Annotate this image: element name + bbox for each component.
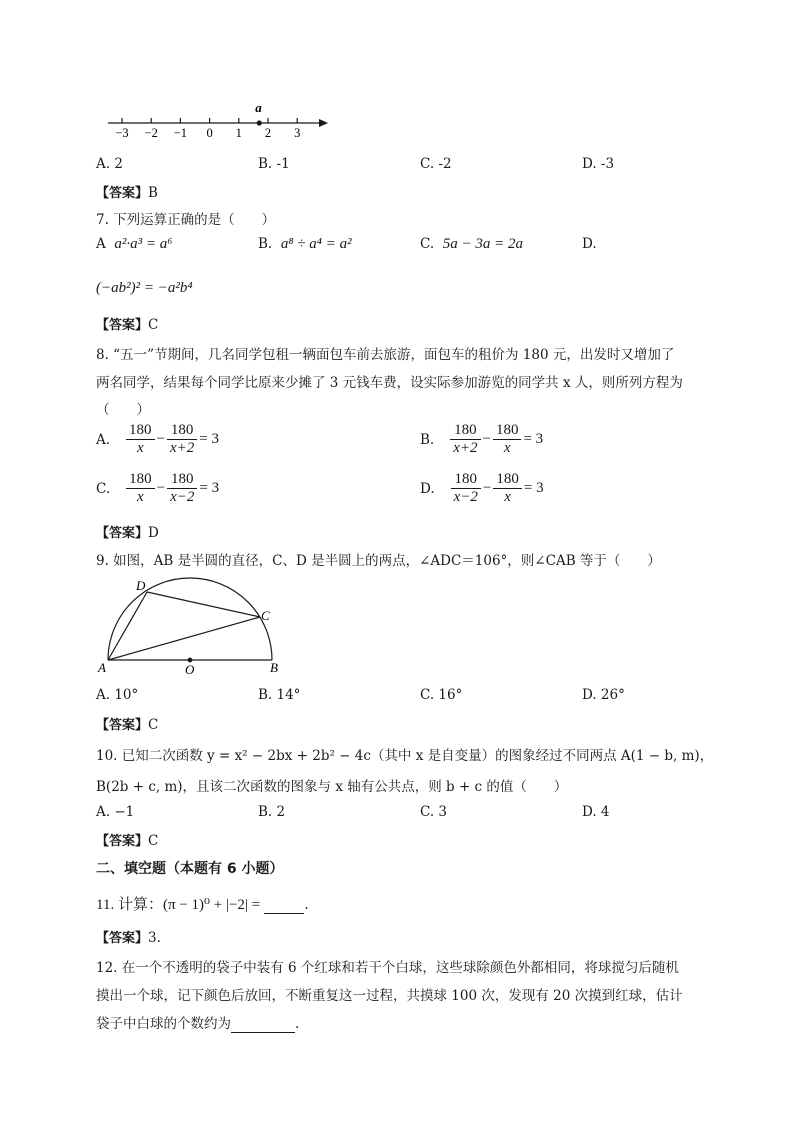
q7-option-d-expr: (−ab²)² = −a²b⁴ [96, 280, 193, 296]
number-line-tick-label: 1 [235, 126, 242, 140]
answer-tag: 【答案】 [96, 834, 149, 849]
fraction: $\frac{180}{x}$ [493, 422, 522, 458]
q8-option-a[interactable]: A. $\frac{180}{x}$ − $\frac{180}{x+2}$ = 3 [96, 422, 220, 457]
q7-answer [96, 314, 158, 333]
number-line-figure [100, 98, 340, 140]
answer-value: B [148, 185, 158, 201]
fraction: $\frac{180}{x+2}$ [450, 422, 480, 458]
q7-stem: 7. 下列运算正确的是（ ） [96, 212, 276, 228]
q7-option-a-expr: a²·a³ = a⁶ [114, 236, 173, 252]
fraction: $\frac{180}{x-2}$ [451, 471, 481, 507]
q8-option-b-label: B. [420, 431, 435, 448]
q9-option-c[interactable]: C. 16° [420, 687, 463, 703]
q8-option-a-rhs: = 3 [199, 431, 220, 448]
answer-tag: 【答案】 [96, 718, 149, 733]
q10-option-d[interactable]: D. 4 [582, 804, 610, 820]
answer-value: D [148, 525, 159, 541]
q8-option-d-label: D. [420, 480, 435, 497]
number-line-tick-label: −2 [144, 126, 158, 140]
label-b: B [270, 660, 278, 675]
q7-option-b-label: B. [258, 236, 273, 252]
q6-option-c[interactable]: C. -2 [420, 156, 452, 172]
q10-option-b[interactable]: B. 2 [258, 804, 286, 820]
answer-value: C [148, 833, 159, 849]
q10-stem-line-2: B(2b + c, m)，且该二次函数的图象与 x 轴有公共点，则 b + c 的值（ ） [96, 779, 568, 795]
fraction: $\frac{180}{x-2}$ [167, 471, 197, 507]
q11-end: . [304, 897, 309, 913]
number-line-tick-label: −1 [173, 126, 188, 140]
q8-stem-line-1: 8. “五一”节期间，几名同学包租一辆面包车前去旅游，面包车的租价为 180 元，出发时又增加了 [96, 347, 675, 363]
answer-value: C [148, 317, 159, 333]
q11-answer-blank[interactable] [264, 897, 304, 914]
q9-option-b[interactable]: B. 14° [258, 687, 301, 703]
q12-stem-line-3 [96, 1012, 299, 1033]
q7-option-b[interactable] [258, 236, 352, 253]
q8-option-c[interactable]: C. $\frac{180}{x}$ − $\frac{180}{x-2}$ = 3 [96, 471, 220, 506]
q10-stem-line-1: 10. 已知二次函数 y = x² − 2bx + 2b² − 4c（其中 x 是自变量）的图象经过不同两点 A(1 − b, m)， [96, 748, 714, 764]
number-line-tick-label: 0 [206, 126, 213, 140]
q11-stem [96, 893, 309, 914]
q10-option-a[interactable]: A. −1 [96, 804, 135, 820]
q7-option-a[interactable] [96, 236, 172, 253]
q7-option-a-label: A [96, 236, 106, 252]
q11-expression: 11. 计算：(π − 1)⁰ + |−2| = [96, 897, 261, 913]
q12-stem-line-2: 摸出一个球，记下颜色后放回，不断重复这一过程，共摸球 100 次，发现有 20 次摸到红球，估计 [96, 988, 683, 1004]
answer-tag: 【答案】 [96, 186, 149, 201]
label-a: A [98, 660, 106, 675]
label-o: O [185, 662, 195, 677]
q9-answer [96, 714, 158, 733]
q9-option-a[interactable]: A. 10° [96, 687, 139, 703]
q8-stem-line-2: 两名同学，结果每个同学比原来少摊了 3 元钱车费，设实际参加游览的同学共 x 人，则所列方程为 [96, 375, 683, 391]
number-line-tick-label: 3 [294, 126, 301, 140]
q12-stem-line-3-text: 袋子中白球的个数约为 [96, 1016, 231, 1032]
q8-option-d-rhs: = 3 [523, 480, 544, 497]
q6-answer [96, 182, 158, 201]
q6-option-d[interactable]: D. -3 [582, 156, 615, 172]
label-c: C [261, 608, 270, 623]
q8-option-b-rhs: = 3 [523, 431, 544, 448]
section-title: 二、填空题（本题有 6 小题） [96, 861, 284, 877]
chord-ad [108, 592, 147, 660]
q7-option-d-label: D. [582, 236, 597, 252]
q9-stem: 9. 如图，AB 是半圆的直径，C、D 是半圆上的两点，∠ADC＝106°，则∠CAB 等于（ ） [96, 553, 661, 569]
answer-value: C [148, 717, 159, 733]
chord-dc [147, 592, 260, 617]
q10-option-c[interactable]: C. 3 [420, 804, 448, 820]
fraction: $\frac{180}{x}$ [126, 422, 155, 458]
number-line-point-a [257, 120, 262, 125]
q6-option-a[interactable]: A. 2 [96, 156, 123, 172]
q7-option-c[interactable] [420, 236, 523, 253]
q11-answer [96, 927, 161, 946]
q12-stem-line-1: 12. 在一个不透明的袋子中装有 6 个红球和若干个白球，这些球除颜色外都相同，将球搅匀后随机 [96, 960, 679, 976]
q8-option-a-label: A. [96, 431, 111, 448]
q7-option-b-expr: a⁸ ÷ a⁴ = a² [280, 236, 352, 252]
q9-option-d[interactable]: D. 26° [582, 687, 625, 703]
q7-option-c-expr: 5a − 3a = 2a [442, 236, 523, 252]
q8-option-c-rhs: = 3 [199, 480, 220, 497]
semicircle-arc [108, 578, 272, 660]
fraction: $\frac{180}{x+2}$ [167, 422, 197, 458]
q8-option-c-label: C. [96, 480, 111, 497]
q6-option-b[interactable]: B. -1 [258, 156, 290, 172]
semicircle-figure [96, 574, 296, 680]
q7-option-d[interactable] [582, 236, 597, 252]
q8-option-d[interactable]: D. $\frac{180}{x-2}$ − $\frac{180}{x}$ = 3 [420, 471, 544, 506]
number-line-tick-label: −3 [115, 126, 129, 140]
answer-value: 3. [148, 930, 161, 946]
number-line-point-label: a [255, 100, 262, 115]
q12-answer-blank[interactable] [231, 1016, 295, 1033]
answer-tag: 【答案】 [96, 526, 149, 541]
label-d: D [136, 578, 146, 593]
number-line-tick-label: 2 [264, 126, 272, 140]
answer-tag: 【答案】 [96, 318, 149, 333]
q12-end: . [295, 1016, 300, 1032]
q8-answer [96, 522, 159, 541]
q8-stem-line-3: （ ） [96, 402, 150, 418]
q7-option-c-label: C. [420, 236, 435, 252]
fraction: $\frac{180}{x}$ [493, 471, 522, 507]
answer-tag: 【答案】 [96, 931, 149, 946]
fraction: $\frac{180}{x}$ [126, 471, 155, 507]
q8-option-b[interactable]: B. $\frac{180}{x+2}$ − $\frac{180}{x}$ = 3 [420, 422, 544, 457]
number-line-arrow-icon [319, 119, 328, 127]
chord-ac [108, 617, 260, 660]
q10-answer [96, 830, 158, 849]
